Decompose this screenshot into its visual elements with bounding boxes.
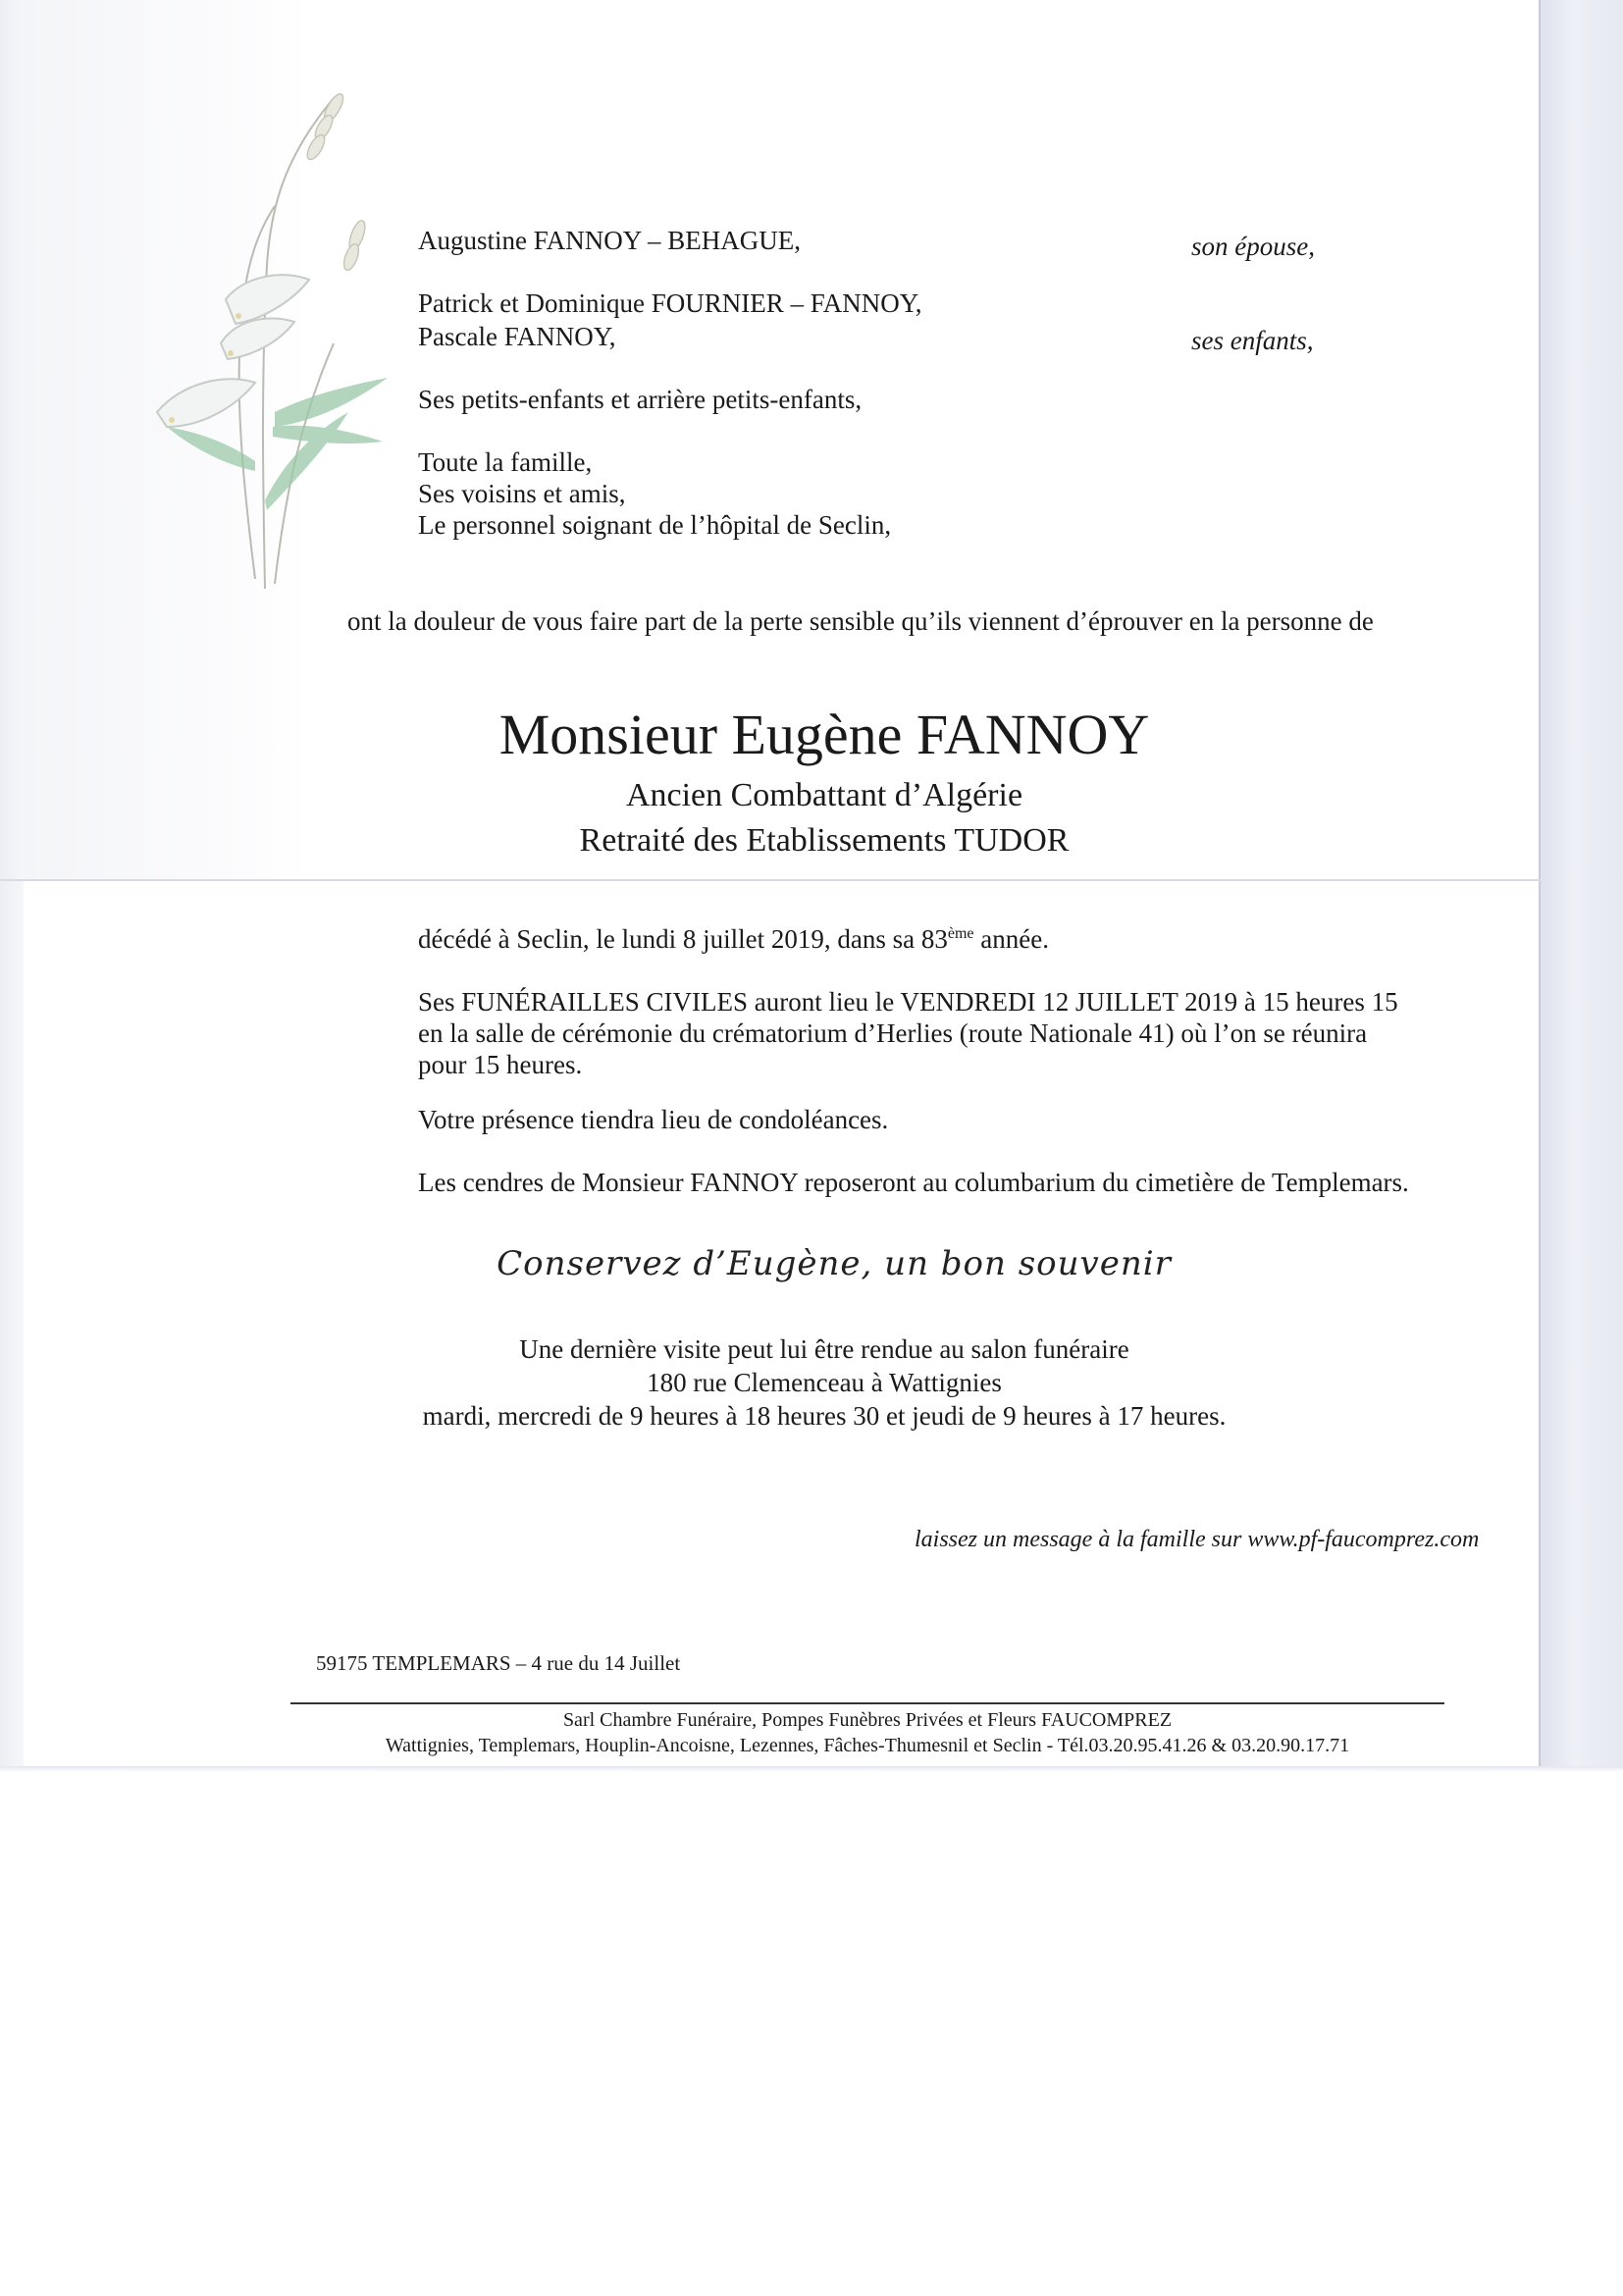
- visit-line-3: mardi, mercredi de 9 heures à 18 heures 30 et jeudi de 9 heures à 17 heures.: [422, 1401, 1227, 1431]
- deceased-name: Monsieur Eugène FANNOY: [498, 703, 1150, 766]
- spouse-name: Augustine FANNOY – BEHAGUE,: [418, 226, 801, 255]
- funeral-line-2: en la salle de cérémonie du crématorium d’Herlies (route Nationale 41) où l’on se réunira: [418, 1018, 1368, 1048]
- right-scan-edge: [1541, 0, 1623, 1771]
- children-line-1: Patrick et Dominique FOURNIER – FANNOY,: [418, 288, 922, 318]
- grandchildren-line: Ses petits-enfants et arrière petits-enfants,: [418, 385, 863, 414]
- others-line-3: Le personnel soignant de l’hôpital de Seclin,: [418, 510, 892, 540]
- lily-illustration: [137, 88, 393, 599]
- children-role: ses enfants,: [1191, 326, 1314, 355]
- ashes-line: Les cendres de Monsieur FANNOY reposeront au columbarium du cimetière de Templemars.: [418, 1168, 1409, 1197]
- deceased-title-2: Retraité des Etablissements TUDOR: [579, 822, 1070, 859]
- footer-locations: Wattignies, Templemars, Houplin-Ancoisne, Lezennes, Fâches-Thumesnil et Seclin - Tél.03.20.95.41.26 & 03.20.90.17.71: [385, 1735, 1350, 1756]
- footer-rule: [290, 1702, 1444, 1704]
- left-scan-edge: [0, 0, 24, 1771]
- others-line-1: Toute la famille,: [418, 447, 593, 477]
- visit-line-2: 180 rue Clemenceau à Wattignies: [647, 1368, 1002, 1397]
- footer-address: 59175 TEMPLEMARS – 4 rue du 14 Juillet: [316, 1651, 681, 1675]
- deceased-title-1: Ancien Combattant d’Algérie: [625, 777, 1023, 813]
- page-bottom-shadow: [0, 1766, 1623, 1772]
- condolences-line: Votre présence tiendra lieu de condoléances.: [418, 1105, 889, 1134]
- visit-line-1: Une dernière visite peut lui être rendue au salon funéraire: [519, 1334, 1129, 1364]
- footer-company: Sarl Chambre Funéraire, Pompes Funèbres Privées et Fleurs FAUCOMPREZ: [562, 1709, 1173, 1731]
- death-notice: décédé à Seclin, le lundi 8 juillet 2019, dans sa 83ème année.: [418, 924, 1049, 954]
- funeral-line-3: pour 15 heures.: [418, 1050, 583, 1079]
- web-message-link[interactable]: laissez un message à la famille sur www.pf-faucomprez.com: [915, 1527, 1480, 1552]
- fold-line: [0, 879, 1541, 881]
- spouse-role: son épouse,: [1191, 232, 1315, 261]
- others-line-2: Ses voisins et amis,: [418, 479, 626, 508]
- motto-script: Conservez d’Eugène, un bon souvenir: [497, 1244, 1172, 1283]
- funeral-line-1: Ses FUNÉRAILLES CIVILES auront lieu le VENDREDI 12 JUILLET 2019 à 15 heures 15: [418, 987, 1398, 1017]
- children-line-2: Pascale FANNOY,: [418, 322, 616, 351]
- announcement-text: ont la douleur de vous faire part de la perte sensible qu’ils viennent d’éprouver en la personne de: [347, 606, 1374, 636]
